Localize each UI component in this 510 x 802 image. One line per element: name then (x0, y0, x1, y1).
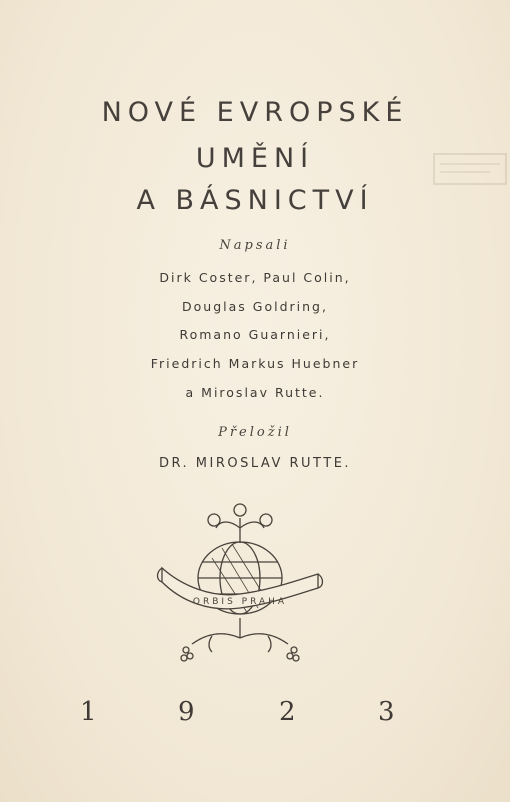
book-title-line-3: A BÁSNICTVÍ (136, 185, 374, 216)
year-digit: 3 (378, 697, 395, 727)
year-digit: 2 (279, 697, 296, 727)
author-line: Friedrich Markus Huebner (150, 356, 360, 371)
author-line: Romano Guarnieri, (179, 327, 331, 342)
book-title-line-1: NOVÉ EVROPSKÉ (101, 97, 409, 128)
translator-name: DR. MIROSLAV RUTTE. (158, 456, 352, 471)
faint-stamp-mark (430, 150, 510, 190)
author-line: a Miroslav Rutte. (185, 385, 325, 400)
author-line: Douglas Goldring, (182, 299, 328, 314)
translator-heading: Přeložil (218, 425, 292, 440)
author-line: Dirk Coster, Paul Colin, (159, 270, 351, 285)
emblem-ribbon-text: ORBIS PRAHA (192, 597, 288, 607)
year-digit: 9 (178, 697, 195, 727)
book-title-line-2: UMĚNÍ (195, 143, 315, 174)
publisher-emblem-icon (152, 498, 328, 668)
authors-heading: Napsali (219, 238, 291, 253)
year-digit: 1 (80, 697, 97, 727)
